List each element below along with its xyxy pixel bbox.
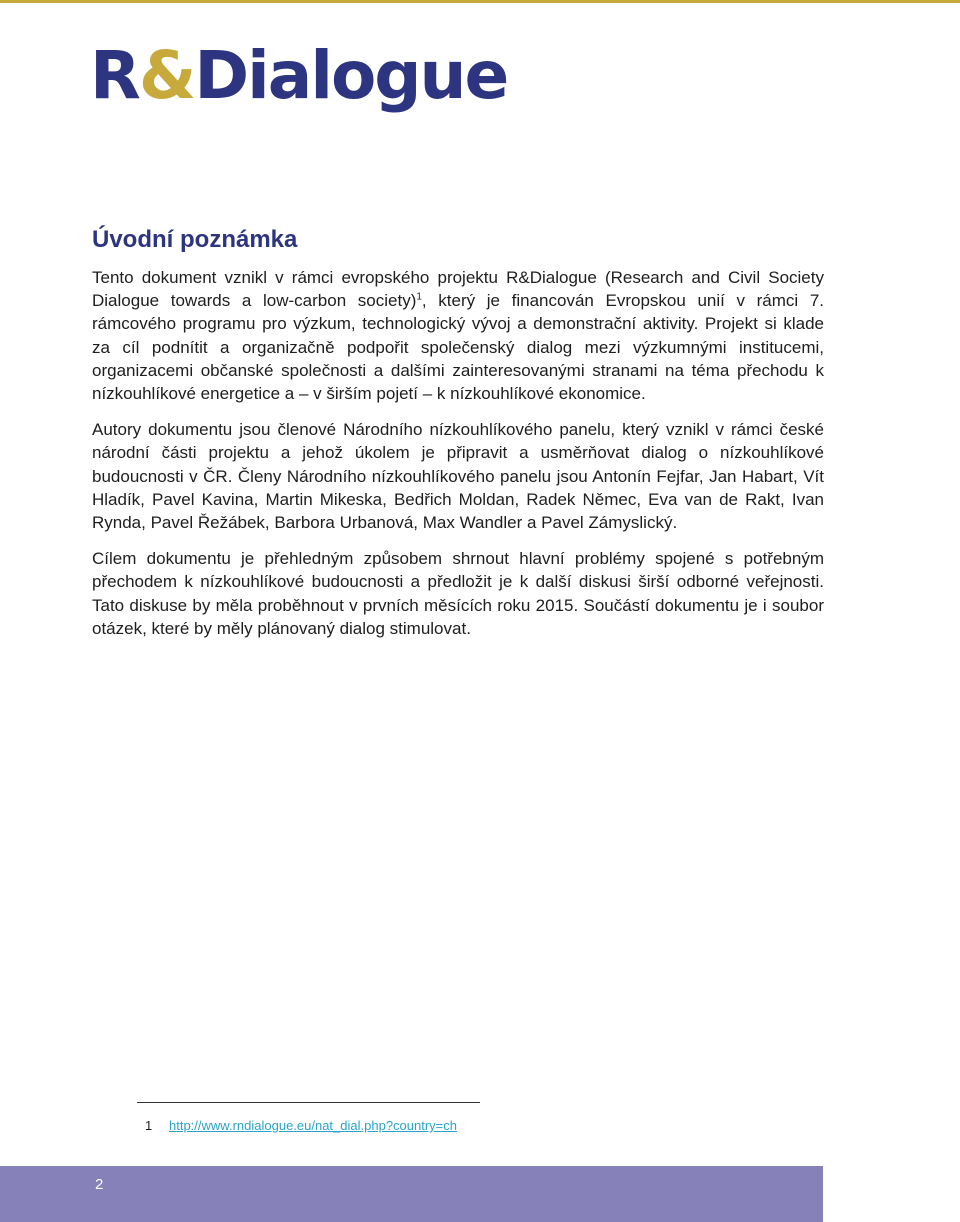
footnote-reference[interactable]: 1 (416, 291, 422, 303)
footnote (145, 1117, 457, 1135)
logo-ampersand: & (138, 37, 195, 114)
paragraph-intro (92, 266, 824, 405)
logo-letter-r: R (90, 37, 139, 114)
page-number: 2 (95, 1176, 104, 1193)
paragraph-authors: Autory dokumentu jsou členové Národního nízkouhlíkového panelu, který vznikl v rámci české národní části projektu a jehož úkolem je připravit a usměrňovat dialog o nízkouhlíkové budoucnosti v ČR. Členy Národního nízkouhlíkového panelu jsou Antonín Fejfar, Jan Habart, Vít Hladík, Pavel Kavina, Martin Mikeska, Bedřich Moldan, Radek Němec, Eva van de Rakt, Ivan Rynda, Pavel Řežábek, Barbora Urbanová, Max Wandler a Pavel Zámyslický. (92, 420, 824, 533)
footnote-link[interactable]: http://www.rndialogue.eu/nat_dial.php?country=ch (169, 1118, 457, 1133)
section-title: Úvodní poznámka (92, 226, 298, 253)
footnote-divider (137, 1102, 480, 1103)
rd-dialogue-logo (90, 36, 507, 116)
paragraph-goal: Cílem dokumentu je přehledným způsobem shrnout hlavní problémy spojené s potřebným přechodem k nízkouhlíkové budoucnosti a předložit je k další diskusi širší odborné veřejnosti. Tato diskuse by měla proběhnout v prvních měsících roku 2015. Součástí dokumentu je i soubor otázek, které by měly plánovaný dialog stimulovat. (92, 549, 824, 638)
footnote-number: 1 (145, 1118, 153, 1133)
footer-bar (0, 1166, 823, 1222)
logo-dialogue: Dialogue (194, 37, 508, 114)
top-rule (0, 0, 960, 3)
paragraph-intro-rest: , který je financován Evropskou unií v rámci 7. rámcového programu pro výzkum, technologický vývoj a demonstrační aktivity. Projekt si klade za cíl podnítit a organizačně podpořit společenský dialog mezi výzkumnými institucemi, organizacemi občanské společnosti a dalšími zainteresovanými stranami na téma přechodu k nízkouhlíkové energetice a – v širším pojetí – k nízkouhlíkové ekonomice. (92, 291, 824, 404)
paragraph-intro-start: Tento dokument vznikl v rámci evropského projektu R&Dialogue (Research and Civil Society Dialogue towards a low-carbon society) (92, 268, 824, 311)
body-text (92, 266, 824, 653)
